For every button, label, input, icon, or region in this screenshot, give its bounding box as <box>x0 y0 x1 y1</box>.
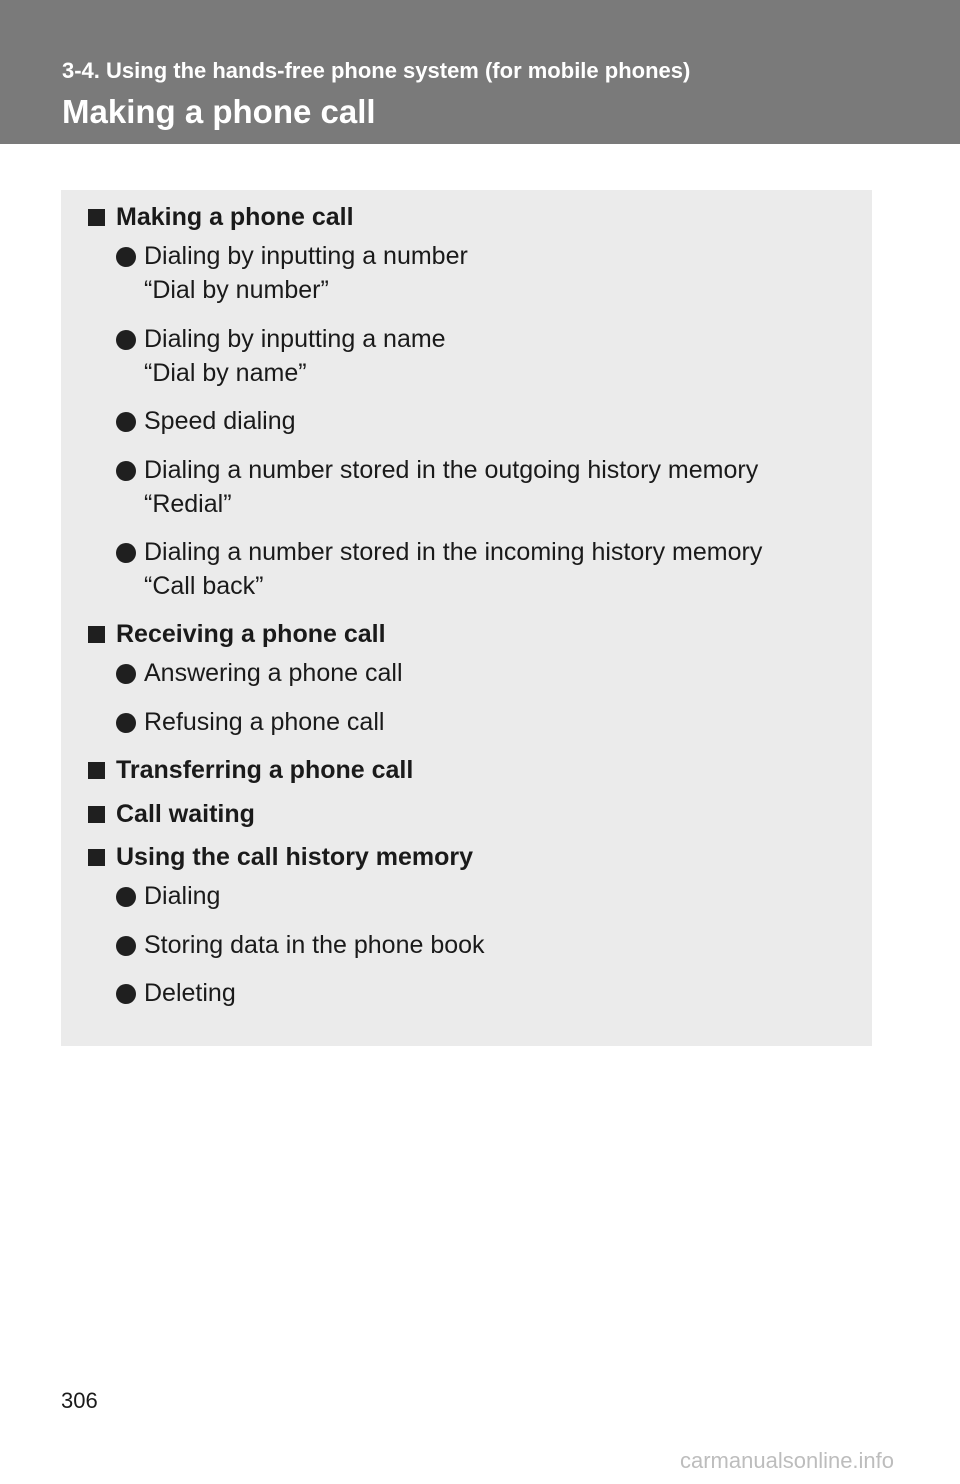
heading-receiving-a-phone-call <box>88 620 386 649</box>
square-bullet-icon <box>88 806 105 823</box>
list-item-redial <box>116 456 758 485</box>
circle-bullet-icon <box>116 461 136 481</box>
circle-bullet-icon <box>116 887 136 907</box>
list-item-answering <box>116 659 403 688</box>
page-number: 306 <box>61 1388 98 1413</box>
header-band <box>0 0 960 144</box>
heading-making-a-phone-call <box>88 203 354 232</box>
watermark: carmanualsonline.info <box>680 1448 895 1473</box>
heading-text: Transferring a phone call <box>116 756 414 784</box>
circle-bullet-icon <box>116 984 136 1004</box>
list-item-label: Dialing by inputting a number <box>144 242 468 270</box>
circle-bullet-icon <box>116 543 136 563</box>
voice-command: “Call back” <box>144 572 264 600</box>
list-item-speed-dialing <box>116 407 296 436</box>
circle-bullet-icon <box>116 247 136 267</box>
circle-bullet-icon <box>116 713 136 733</box>
list-item-label: Dialing <box>144 882 221 910</box>
list-item-deleting <box>116 979 236 1008</box>
voice-command: “Dial by number” <box>144 276 329 304</box>
list-item-label: Speed dialing <box>144 407 296 435</box>
voice-command: “Dial by name” <box>144 359 307 387</box>
heading-text: Receiving a phone call <box>116 620 386 648</box>
list-item-label: Answering a phone call <box>144 659 403 687</box>
list-item-label: Dialing a number stored in the incoming history memory <box>144 538 763 566</box>
heading-text: Call waiting <box>116 800 255 828</box>
heading-using-call-history-memory <box>88 843 473 872</box>
list-item-label: Refusing a phone call <box>144 708 385 736</box>
square-bullet-icon <box>88 626 105 643</box>
voice-command: “Redial” <box>144 490 232 518</box>
list-item-dial-by-number <box>116 242 468 271</box>
list-item-refusing <box>116 708 384 737</box>
square-bullet-icon <box>88 849 105 866</box>
list-item-dial-by-name <box>116 325 446 354</box>
list-item-label: Deleting <box>144 979 236 1007</box>
circle-bullet-icon <box>116 936 136 956</box>
circle-bullet-icon <box>116 664 136 684</box>
list-item-dialing <box>116 882 220 911</box>
heading-text: Making a phone call <box>116 203 354 231</box>
circle-bullet-icon <box>116 330 136 350</box>
list-item-call-back <box>116 538 762 567</box>
list-item-storing-data <box>116 931 485 960</box>
heading-call-waiting <box>88 800 255 829</box>
square-bullet-icon <box>88 209 105 226</box>
section-label: 3-4. Using the hands-free phone system (for mobile phones) <box>62 58 691 83</box>
square-bullet-icon <box>88 762 105 779</box>
list-item-label: Dialing by inputting a name <box>144 325 446 353</box>
circle-bullet-icon <box>116 412 136 432</box>
summary-box <box>61 190 872 1046</box>
heading-text: Using the call history memory <box>116 843 474 871</box>
page-title: Making a phone call <box>62 93 376 130</box>
heading-transferring-a-phone-call <box>88 756 413 785</box>
list-item-label: Storing data in the phone book <box>144 931 485 959</box>
list-item-label: Dialing a number stored in the outgoing history memory <box>144 456 759 484</box>
